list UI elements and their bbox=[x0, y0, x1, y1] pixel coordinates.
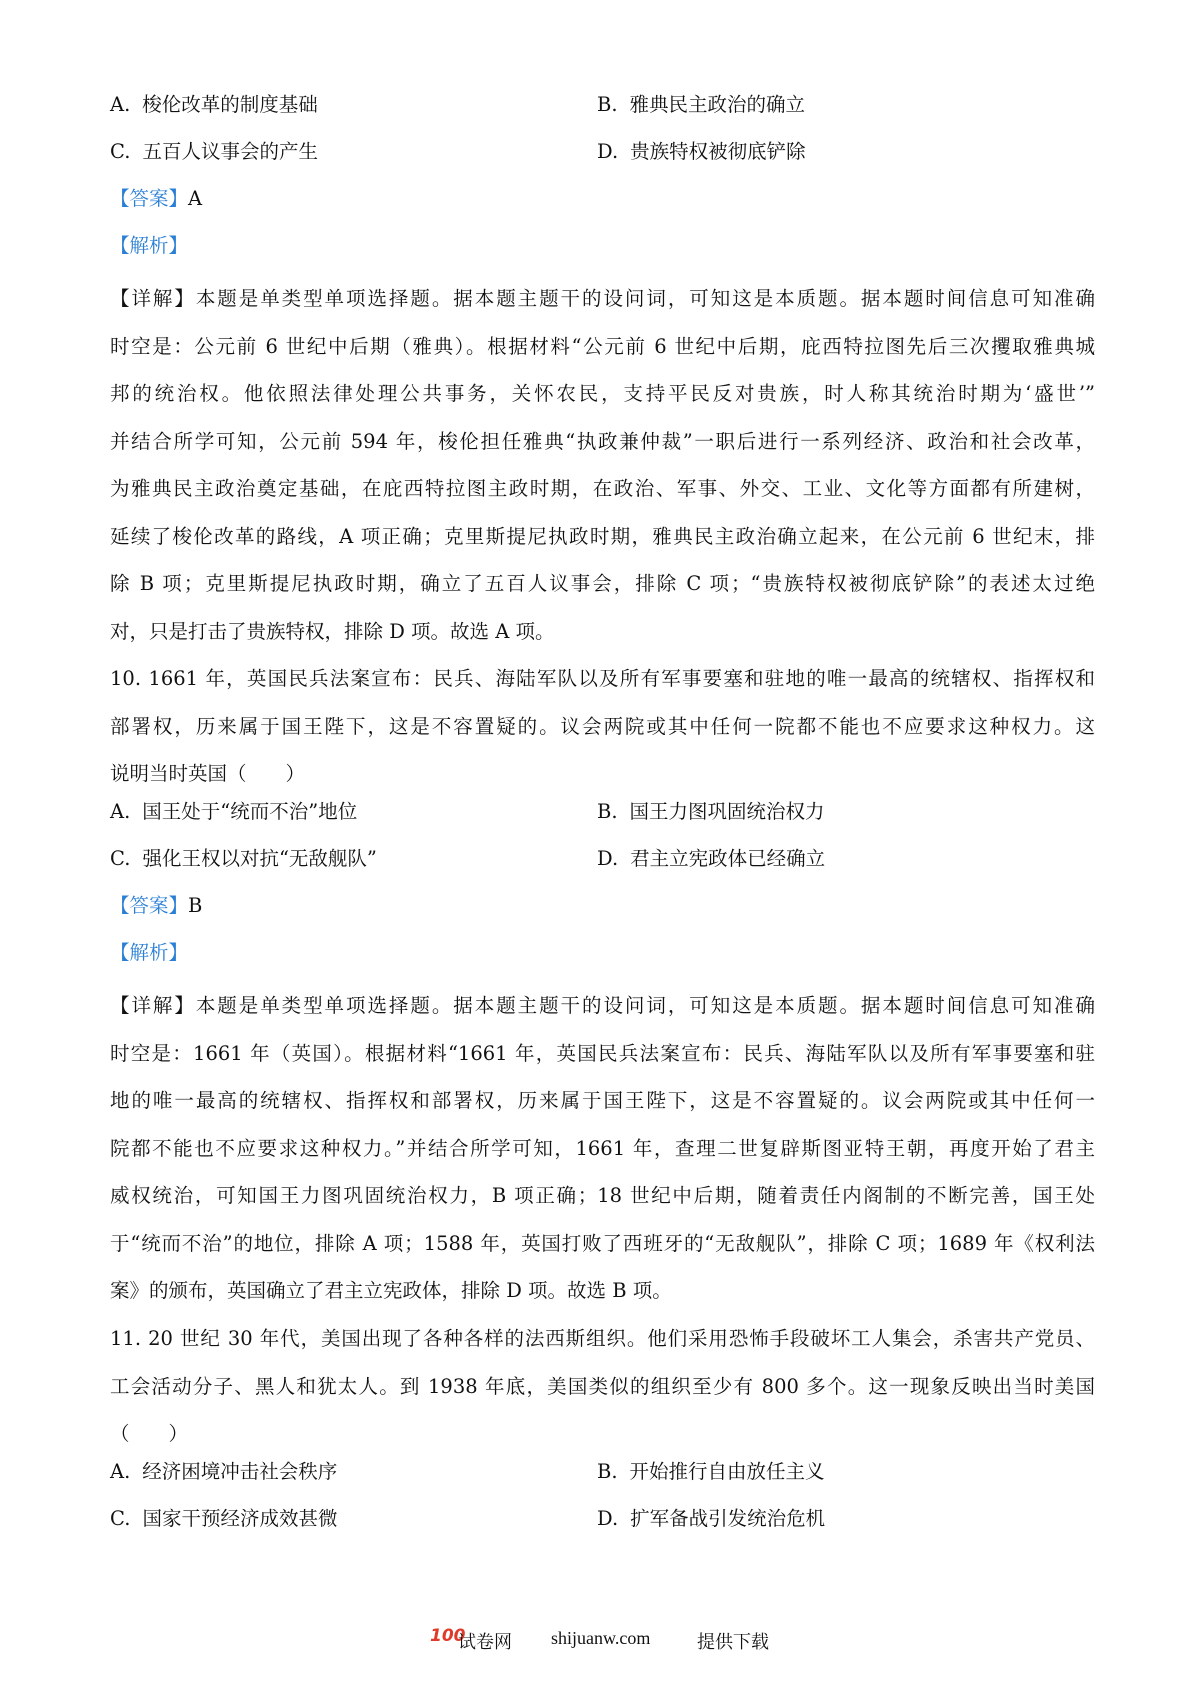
q9-option-c: C. 五百人议事会的产生 bbox=[110, 140, 318, 163]
detail-line: 院都不能也不应要求这种权力。”并结合所学可知，1661 年，查理二世复辟斯图亚特王朝，再度开始了君主 bbox=[110, 1136, 1095, 1160]
detail-line: 对，只是打击了贵族特权，排除 D 项。故选 A 项。 bbox=[110, 619, 555, 643]
answer-value: A bbox=[188, 187, 203, 210]
detail-line: 于“统而不治”的地位，排除 A 项；1588 年，英国打败了西班牙的“无敌舰队”，排除 C 项；1689 年《权利法 bbox=[110, 1231, 1095, 1255]
q9-answer bbox=[110, 184, 1090, 214]
q9-option-a: A. 梭伦改革的制度基础 bbox=[110, 93, 318, 116]
answer-value: B bbox=[188, 894, 203, 917]
detail-line: 时空是：1661 年（英国）。根据材料“1661 年，英国民兵法案宣布：民兵、海陆军队以及所有军事要塞和驻 bbox=[110, 1041, 1095, 1065]
stem-line: （ ） bbox=[110, 1422, 189, 1445]
stem-line: 部署权，历来属于国王陛下，这是不容置疑的。议会两院或其中任何一院都不能也不应要求这种权力。这 bbox=[110, 714, 1095, 738]
q10-analysis-heading: 【解析】 bbox=[110, 941, 189, 964]
stem-line: 说明当时英国（ ） bbox=[110, 762, 306, 785]
detail-line: 并结合所学可知，公元前 594 年，梭伦担任雅典“执政兼仲裁”一职后进行一系列经济、政治和社会改革， bbox=[110, 429, 1095, 453]
stem-line: 10. 1661 年，英国民兵法案宣布：民兵、海陆军队以及所有军事要塞和驻地的唯一最高的统辖权、指挥权和 bbox=[110, 667, 1095, 690]
q10-option-d: D. 君主立宪政体已经确立 bbox=[597, 847, 826, 870]
detail-line: 时空是：公元前 6 世纪中后期（雅典）。根据材料“公元前 6 世纪中后期，庇西特拉图先后三次攫取雅典城 bbox=[110, 334, 1095, 358]
stem-line: 工会活动分子、黑人和犹太人。到 1938 年底，美国类似的组织至少有 800 多个。这一现象反映出当时美国 bbox=[110, 1374, 1095, 1398]
q11-option-b: B. 开始推行自由放任主义 bbox=[597, 1460, 825, 1483]
answer-tag: 【答案】 bbox=[110, 187, 189, 210]
q9-detail bbox=[110, 275, 1095, 655]
q11-option-a: A. 经济困境冲击社会秩序 bbox=[110, 1460, 338, 1483]
q9-option-d: D. 贵族特权被彻底铲除 bbox=[597, 140, 806, 163]
detail-line: 【详解】本题是单类型单项选择题。据本题主题干的设问词，可知这是本质题。据本题时间信息可知准确 bbox=[110, 994, 1095, 1017]
site-logo: 100 bbox=[430, 1626, 466, 1646]
q10-option-b: B. 国王力图巩固统治权力 bbox=[597, 800, 825, 823]
site-url-link[interactable]: shijuanw.com bbox=[551, 1628, 651, 1648]
q10-option-c: C. 强化王权以对抗“无敌舰队” bbox=[110, 847, 377, 870]
detail-line: 【详解】本题是单类型单项选择题。据本题主题干的设问词，可知这是本质题。据本题时间信息可知准确 bbox=[110, 287, 1095, 310]
q10-option-a: A. 国王处于“统而不治”地位 bbox=[110, 800, 358, 823]
q9-option-b: B. 雅典民主政治的确立 bbox=[597, 93, 806, 116]
detail-line: 地的唯一最高的统辖权、指挥权和部署权，历来属于国王陛下，这是不容置疑的。议会两院或其中任何一 bbox=[110, 1089, 1095, 1112]
q11-option-c: C. 国家干预经济成效甚微 bbox=[110, 1507, 338, 1530]
answer-tag: 【答案】 bbox=[110, 894, 189, 917]
q10-stem bbox=[110, 655, 1095, 798]
q10-answer bbox=[110, 891, 1090, 921]
detail-line: 除 B 项；克里斯提尼执政时期，确立了五百人议事会，排除 C 项；“贵族特权被彻底铲除”的表述太过绝 bbox=[110, 572, 1095, 595]
stem-line: 11. 20 世纪 30 年代，美国出现了各种各样的法西斯组织。他们采用恐怖手段破坏工人集会，杀害共产党员、 bbox=[110, 1327, 1095, 1350]
q11-stem bbox=[110, 1315, 1095, 1458]
download-text: 提供下载 bbox=[697, 1632, 769, 1653]
detail-line: 延续了梭伦改革的路线，A 项正确；克里斯提尼执政时期，雅典民主政治确立起来，在公元前 6 世纪末，排 bbox=[110, 524, 1095, 548]
detail-line: 案》的颁布，英国确立了君主立宪政体，排除 D 项。故选 B 项。 bbox=[110, 1279, 672, 1302]
q11-option-d: D. 扩军备战引发统治危机 bbox=[597, 1507, 826, 1530]
q9-analysis-heading: 【解析】 bbox=[110, 234, 189, 257]
site-name: 试卷网 bbox=[458, 1632, 512, 1653]
detail-line: 为雅典民主政治奠定基础，在庇西特拉图主政时期，在政治、军事、外交、工业、文化等方面都有所建树， bbox=[110, 477, 1095, 500]
detail-line: 邦的统治权。他依照法律处理公共事务，关怀农民，支持平民反对贵族，时人称其统治时期为‘盛世’” bbox=[110, 382, 1095, 405]
detail-line: 威权统治，可知国王力图巩固统治权力，B 项正确；18 世纪中后期，随着责任内阁制的不断完善，国王处 bbox=[110, 1184, 1095, 1207]
q10-detail bbox=[110, 982, 1095, 1315]
